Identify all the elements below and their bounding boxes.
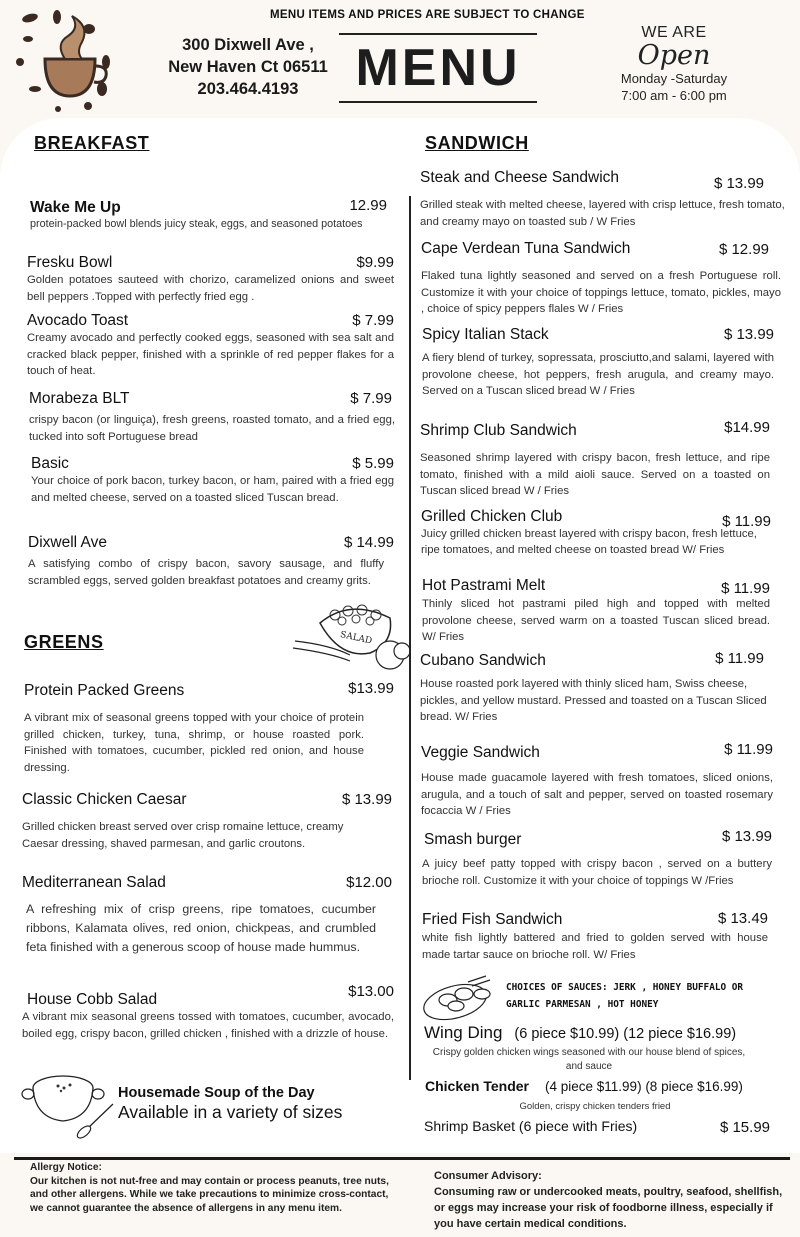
- menu-item: [421, 741, 773, 820]
- item-price: $ 11.99: [724, 741, 773, 758]
- item-price: $ 11.99: [721, 580, 770, 597]
- item-name: Wake Me Up: [30, 199, 121, 216]
- menu-item-wing-ding: [424, 1023, 784, 1074]
- item-name: Fresku Bowl: [27, 254, 113, 271]
- salad-bowl-illustration-icon: [290, 593, 410, 683]
- menu-item: [422, 326, 774, 400]
- item-name: Smash burger: [424, 831, 522, 848]
- sauce-choices: [506, 979, 786, 1013]
- allergy-notice-title: Allergy Notice:: [30, 1162, 102, 1173]
- svg-text:SALAD: SALAD: [339, 630, 373, 647]
- item-price: $ 14.99: [343, 534, 394, 551]
- footer-divider: [14, 1157, 790, 1160]
- item-description: Thinly sliced hot pastrami piled high and topped with melted provolone cheese, served warm on a toasted Tuscan sliced bread. W/ Fries: [422, 598, 770, 643]
- breakfast-heading: BREAKFAST: [34, 133, 150, 153]
- menu-item: [421, 508, 771, 558]
- item-description: A vibrant mix of seasonal greens topped with your choice of protein grilled chicken, turkey, tuna, shrimp, or house roasted pork. Finished with tomatoes, cucumber, pickled red onion, and house dressing.: [24, 712, 364, 774]
- item-name: House Cobb Salad: [27, 991, 158, 1008]
- allergy-notice-text: Our kitchen is not nut-free and may contain or process peanuts, tree nuts, and other allergens. While we take precautions to minimize cross-contact, we cannot guarantee the absence of allergens in any menu item.: [30, 1175, 389, 1214]
- soup-subtitle: Available in a variety of sizes: [118, 1102, 343, 1122]
- menu-item: [420, 169, 786, 230]
- item-price: $13.99: [348, 680, 394, 697]
- item-name: Mediterranean Salad: [22, 874, 166, 891]
- item-description: A vibrant mix seasonal greens tossed with tomatoes, cucumber, avocado, boiled egg, crispy bacon, grilled chicken , finished with a drizzle of house.: [22, 1011, 394, 1040]
- item-name: Protein Packed Greens: [24, 682, 185, 699]
- item-description: A satisfying combo of crispy bacon, savory sausage, and fluffy scrambled eggs, served golden breakfast potatoes and creamy grits.: [28, 558, 384, 587]
- greens-heading: GREENS: [24, 632, 104, 652]
- item-description: protein-packed bowl blends juicy steak, eggs, and seasoned potatoes: [30, 218, 363, 230]
- chicken-wings-illustration-icon: [420, 972, 500, 1022]
- address-city: New Haven Ct 06511: [168, 58, 328, 76]
- price-change-notice: MENU ITEMS AND PRICES ARE SUBJECT TO CHANGE: [270, 9, 585, 21]
- consumer-advisory-text: Consuming raw or undercooked meats, poultry, seafood, shellfish, or eggs may increase your risk of foodborne illness, especially if you have certain medical conditions.: [434, 1186, 783, 1230]
- item-name: Wing Ding: [424, 1023, 503, 1042]
- menu-item: [28, 534, 394, 589]
- item-description: Juicy grilled chicken breast layered with crispy bacon, fresh lettuce, ripe tomatoes, and melted cheese on toasted bread W/ Fries: [421, 528, 757, 556]
- item-description: Your choice of pork bacon, turkey bacon, or ham, paired with a fried egg and melted cheese, served on a toasted sliced Tuscan bread.: [31, 475, 394, 504]
- item-name: Cubano Sandwich: [420, 652, 546, 669]
- item-description: crispy bacon (or linguiça), fresh greens, roasted tomato, and a fried egg, tucked into soft Portuguese bread: [29, 414, 395, 443]
- item-price: $ 13.49: [717, 910, 768, 927]
- item-price: $ 15.99: [719, 1119, 770, 1136]
- item-name: Grilled Chicken Club: [421, 508, 563, 525]
- item-description: A juicy beef patty topped with crispy bacon , served on a buttery brioche roll. Customize it with your choice of toppings W /Fries: [422, 858, 772, 887]
- menu-item: [30, 197, 387, 232]
- item-description: Golden potatoes sauteed with chorizo, caramelized onions and sweet bell peppers .Topped with perfectly fried egg .: [27, 274, 394, 303]
- item-price: (6 piece $10.99) (12 piece $16.99): [514, 1026, 737, 1042]
- item-price: $ 13.99: [713, 175, 764, 192]
- item-price: $ 13.99: [341, 791, 392, 808]
- item-price: $14.99: [724, 419, 770, 436]
- menu-item: [22, 874, 392, 957]
- address-block: [158, 34, 338, 100]
- item-price: $ 5.99: [352, 455, 394, 472]
- menu-item: [22, 791, 392, 852]
- coffee-cup-logo-icon: [10, 4, 122, 112]
- soup-bowl-illustration-icon: [18, 1066, 118, 1146]
- item-price: $13.00: [348, 983, 394, 1000]
- menu-item: [422, 577, 770, 646]
- item-name: Shrimp Club Sandwich: [420, 422, 577, 439]
- column-divider: [409, 196, 411, 1080]
- menu-title-block: [339, 33, 537, 103]
- divider: [339, 101, 537, 103]
- page-title: MENU: [355, 39, 521, 97]
- item-name: Classic Chicken Caesar: [22, 791, 187, 808]
- menu-item: [421, 240, 781, 318]
- open-days: Monday -Saturday: [620, 71, 728, 86]
- opening-hours: [604, 24, 744, 104]
- item-description: white fish lightly battered and fried to golden served with house made tartar sauce on brioche roll. W/ Fries: [422, 932, 768, 961]
- item-name: Shrimp Basket (6 piece with Fries): [424, 1118, 638, 1134]
- item-name: Chicken Tender: [425, 1078, 529, 1094]
- we-are-label: WE ARE: [641, 24, 707, 41]
- menu-item: [422, 828, 772, 889]
- item-description: House made guacamole layered with fresh tomatoes, sliced onions, arugula, and a touch of salt and pepper, served on toasted rosemary focaccia W / Fries: [421, 772, 773, 817]
- sauce-choices-line2: GARLIC PARMESAN , HOT HONEY: [506, 999, 659, 1010]
- open-label: Open: [637, 40, 711, 71]
- item-name: Avocado Toast: [27, 312, 129, 329]
- item-name: Steak and Cheese Sandwich: [420, 169, 620, 186]
- item-description: Seasoned shrimp layered with crispy bacon, fresh lettuce, and ripe tomato, finished with a mild aioli sauce. Served on a toasted on Tuscan sliced bread W / Fries: [420, 452, 770, 497]
- item-description: Creamy avocado and perfectly cooked eggs, seasoned with sea salt and cracked black pepper, finished with a sprinkle of red pepper flakes for a touch of heat.: [27, 332, 394, 377]
- item-price: $9.99: [356, 254, 394, 271]
- menu-item-chicken-tender: [425, 1078, 775, 1114]
- item-price: (4 piece $11.99) (8 piece $16.99): [545, 1079, 743, 1094]
- sandwich-heading: SANDWICH: [425, 133, 529, 153]
- allergy-notice: [30, 1161, 390, 1215]
- sauce-choices-line1: CHOICES OF SAUCES: JERK , HONEY BUFFALO OR: [506, 982, 744, 993]
- menu-item: [31, 455, 394, 506]
- item-price: $ 11.99: [722, 513, 771, 530]
- menu-item: [22, 983, 394, 1042]
- consumer-advisory: [434, 1168, 790, 1232]
- item-description: House roasted pork layered with thinly sliced ham, Swiss cheese, pickles, and yellow mustard. Pressed and toasted on a Tuscan Sliced bread. W/ Fries: [420, 678, 767, 723]
- menu-item: [422, 911, 768, 963]
- item-description: Flaked tuna lightly seasoned and served on a fresh Portuguese roll. Customize it with your choice of toppings lettuce, tomato, pickles, mayo , choice of spicy peppers flales W / Fries: [421, 270, 781, 315]
- item-price: $ 7.99: [350, 390, 392, 407]
- consumer-advisory-title: Consumer Advisory:: [434, 1170, 542, 1182]
- soup-title: Housemade Soup of the Day: [118, 1085, 315, 1101]
- item-name: Dixwell Ave: [28, 534, 107, 551]
- item-name: Basic: [31, 455, 69, 472]
- menu-item: [420, 419, 770, 500]
- open-time: 7:00 am - 6:00 pm: [621, 88, 727, 103]
- menu-item: [420, 652, 768, 726]
- menu-item: [29, 390, 395, 445]
- item-price: $ 7.99: [352, 312, 394, 329]
- item-price: $12.00: [346, 874, 392, 891]
- item-price: $ 11.99: [715, 650, 764, 667]
- item-name: Hot Pastrami Melt: [422, 577, 546, 594]
- item-name: Veggie Sandwich: [421, 744, 540, 761]
- item-price: 12.99: [349, 197, 387, 214]
- item-price: $ 12.99: [718, 241, 769, 258]
- item-description: A fiery blend of turkey, sopressata, prosciutto,and salami, layered with provolone cheese, hot peppers, fresh arugula, and creamy mayo. Served on a Tuscan sliced bread W / Fries: [422, 352, 774, 397]
- menu-item: [27, 254, 394, 305]
- item-description: Grilled steak with melted cheese, layered with crisp lettuce, fresh tomato, and creamy mayo on toasted sub / W Fries: [420, 199, 785, 228]
- item-description: Golden, crispy chicken tenders fried: [519, 1101, 671, 1112]
- menu-item-shrimp-basket: [424, 1118, 770, 1134]
- item-description: Grilled chicken breast served over crisp romaine lettuce, creamy Caesar dressing, shaved parmesan, and garlic croutons.: [22, 821, 344, 850]
- soup-of-the-day: [118, 1085, 342, 1123]
- item-name: Fried Fish Sandwich: [422, 911, 563, 928]
- item-description: Crispy golden chicken wings seasoned with our house blend of spices, and sauce: [432, 1047, 746, 1072]
- item-name: Morabeza BLT: [29, 390, 130, 407]
- item-price: $ 13.99: [723, 326, 774, 343]
- address-street: 300 Dixwell Ave ,: [182, 36, 314, 54]
- menu-item: [24, 682, 392, 776]
- item-name: Spicy Italian Stack: [422, 326, 549, 343]
- item-description: A refreshing mix of crisp greens, ripe tomatoes, cucumber ribbons, Kalamata olives, red onion, chickpeas, and crumbled feta finished with a generous scoop of house made hummus.: [26, 902, 376, 954]
- phone-number: 203.464.4193: [197, 80, 299, 98]
- item-price: $ 13.99: [721, 828, 772, 845]
- menu-item: [27, 312, 394, 380]
- item-name: Cape Verdean Tuna Sandwich: [421, 240, 631, 257]
